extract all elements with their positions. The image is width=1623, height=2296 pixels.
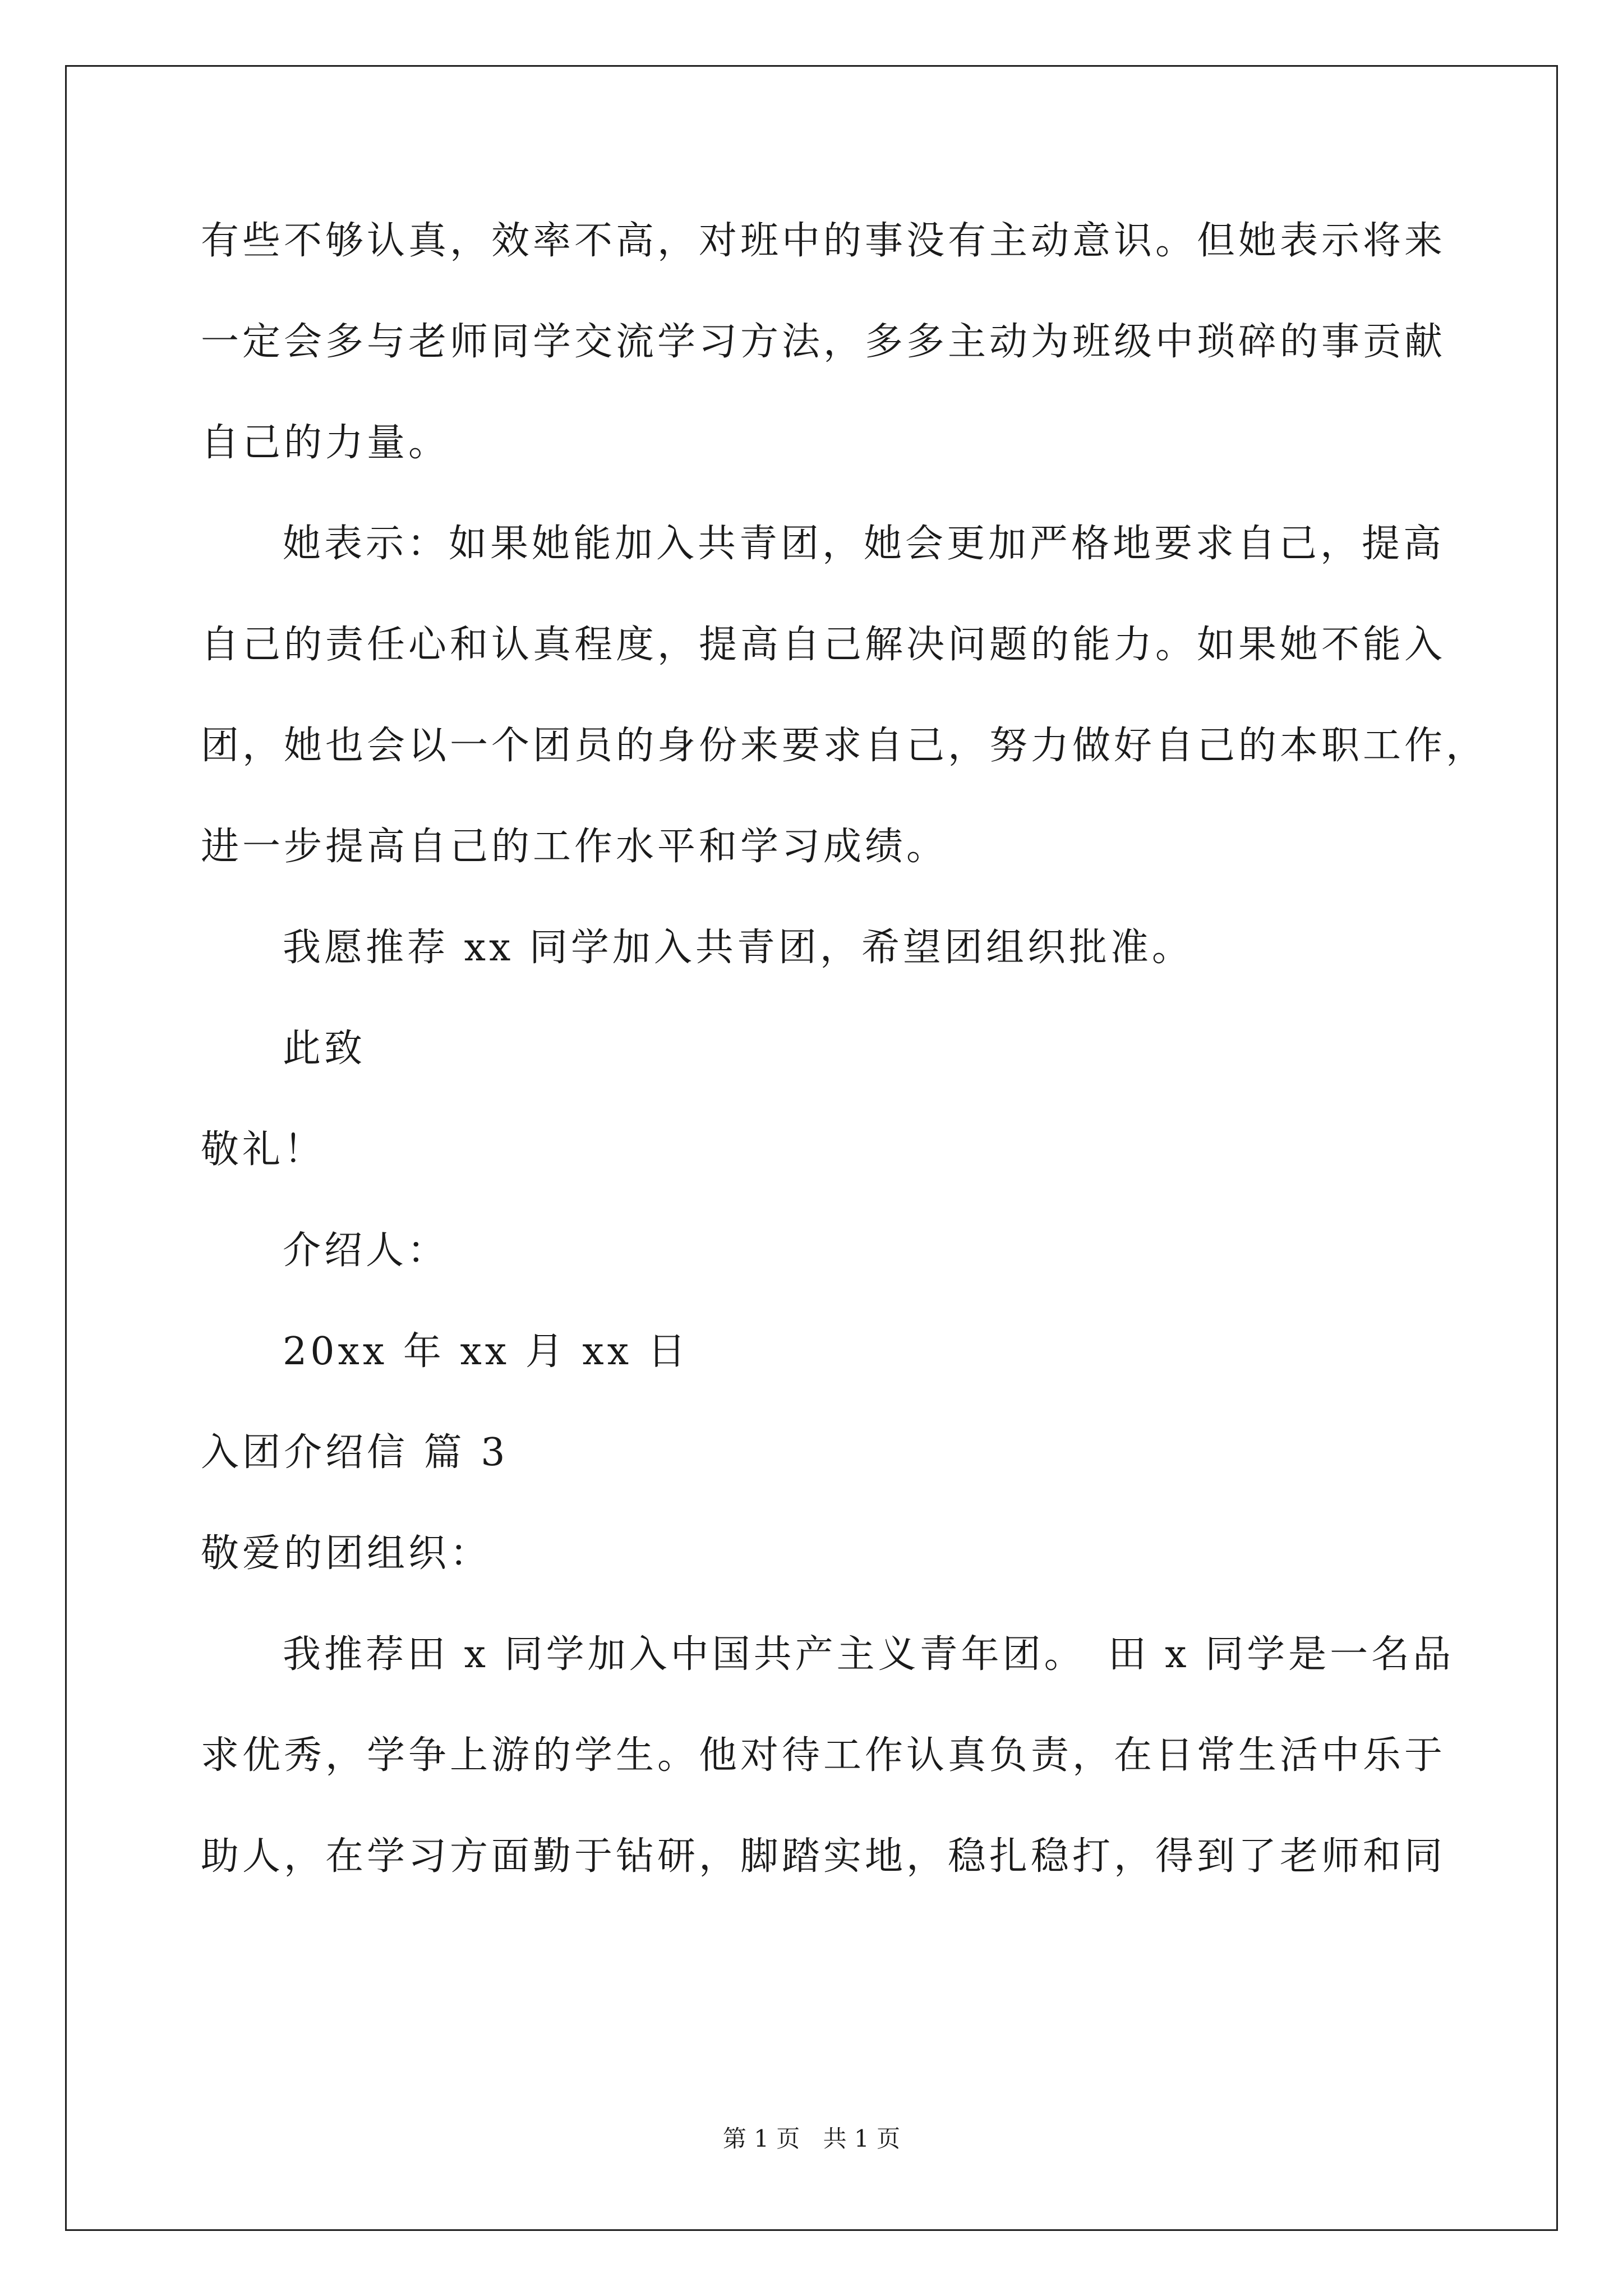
introducer-label: 介绍人： [283,1228,449,1273]
body-line: 进一步提高自己的工作水平和学习成绩。 [201,825,948,869]
body-line: 我愿推荐 xx 同学加入共青团，希望团组织批准。 [283,926,1193,970]
body-line: 我推荐田 x 同学加入中国共产主义青年团。 田 x 同学是一名品 [283,1632,1455,1677]
body-line: 团，她也会以一个团员的身份来要求自己，努力做好自己的本职工作， [201,724,1488,768]
body-line: 自己的力量。 [201,421,450,465]
closing-salutation: 此致 [283,1027,366,1071]
page-number: 第 1 页 [722,2125,800,2152]
closing-regards: 敬礼！ [201,1128,326,1172]
body-line: 求优秀，学争上游的学生。他对待工作认真负责，在日常生活中乐于 [201,1733,1446,1778]
section-heading: 入团介绍信 篇 3 [201,1430,509,1475]
page-footer [0,2125,1623,2153]
salutation: 敬爱的团组织： [201,1531,492,1576]
body-line: 助人，在学习方面勤于钻研，脚踏实地，稳扎稳打，得到了老师和同 [201,1834,1446,1879]
body-line: 有些不够认真，效率不高，对班中的事没有主动意识。但她表示将来 [201,219,1446,263]
page-total: 共 1 页 [823,2125,901,2152]
body-line: 一定会多与老师同学交流学习方法，多多主动为班级中琐碎的事贡献 [201,320,1446,364]
date-line: 20xx 年 xx 月 xx 日 [283,1329,689,1374]
body-line: 她表示：如果她能加入共青团，她会更加严格地要求自己，提高 [283,522,1445,566]
body-line: 自己的责任心和认真程度，提高自己解决问题的能力。如果她不能入 [201,623,1446,667]
